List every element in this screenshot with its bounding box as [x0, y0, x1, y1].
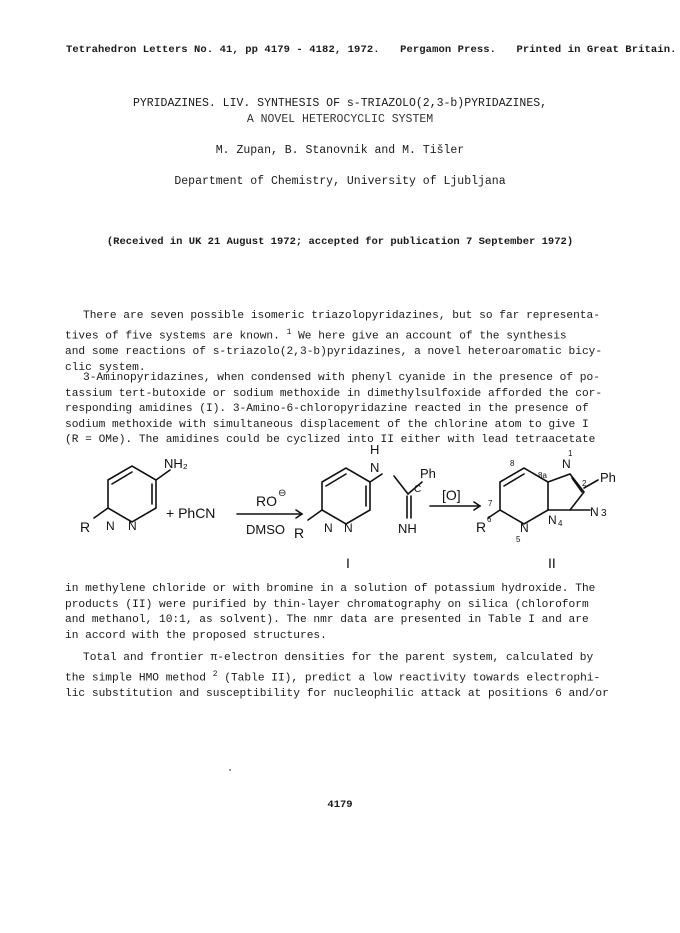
pos1-label: 1 [568, 449, 573, 458]
c-label: C [414, 484, 422, 495]
n-label-c: N [324, 521, 333, 535]
r6-label: R [476, 519, 487, 535]
ph-label-1: Ph [420, 466, 436, 481]
p3-line-2: products (II) were purified by thin-layer chromatography on silica (chloroform [65, 598, 589, 611]
ph-label-2: Ph [600, 470, 616, 485]
n-amidine-label: N [370, 460, 380, 475]
n-label-d: N [344, 521, 353, 535]
p4-line-2: the simple HMO method $^2$ (Table II), predict a low reactivity towards electrophi- [65, 669, 601, 685]
p3-line-4: in accord with the proposed structures. [65, 629, 327, 642]
p3-line-3: and methanol, 10:1, as solvent). The nmr data are presented in Table I and are [65, 614, 589, 627]
pos3-label: 3 [601, 508, 607, 519]
p4-line-3: lic substitution and susceptibility for nucleophilic attack at positions 6 and/or [65, 687, 609, 700]
triazole-ring [548, 474, 584, 510]
authors: M. Zupan, B. Stanovnik and M. Tišler [215, 144, 465, 157]
nh-label: NH [398, 521, 417, 536]
reference-1: 1 [286, 327, 292, 337]
reference-2: 2 [212, 669, 218, 679]
compound-II-label: II [548, 555, 556, 571]
pos8-label: 8 [510, 459, 515, 468]
paragraph-1 [65, 309, 620, 376]
nh2-bond [156, 470, 170, 480]
p1-line-1: There are seven possible isomeric triazolopyridazines, but so far representa- [83, 310, 600, 322]
pyridazine-ring-1 [108, 466, 156, 522]
pyridazine-ring-2 [322, 468, 370, 524]
printed-in: Printed in Great Britain. [516, 44, 677, 56]
n-label-a: N [106, 519, 115, 533]
n1-label: N [562, 457, 571, 471]
n-label-b: N [128, 519, 137, 533]
p1-line-2: tives of five systems are known. $^1$ We here give an account of the synthesis [65, 327, 567, 343]
p1-line-3: and some reactions of s-triazolo(2,3-b)pyridazines, a novel heteroaromatic bicy- [65, 345, 603, 358]
p2-line-2: tassium tert-butoxide or sodium methoxide in dimethylsulfoxide afforded the cor- [65, 387, 603, 400]
pos5-label: 5 [516, 535, 521, 544]
paragraph-4 [65, 651, 620, 703]
p4-line-1: Total and frontier π-electron densities for the parent system, calculated by [83, 652, 594, 664]
pos2-label: 2 [582, 479, 587, 488]
compound-I-label: I [346, 555, 350, 571]
nh2-label: NH₂ [164, 456, 188, 471]
r-label-mid: R [294, 525, 305, 541]
oxidation-label: [O] [442, 487, 461, 503]
speck [229, 769, 231, 771]
page-number: 4179 [327, 799, 353, 811]
p3-line-1: in methylene chloride or with bromine in a solution of potassium hydroxide. The [65, 583, 596, 595]
p1-line-4: clic system. [65, 361, 146, 374]
r-bond-1 [94, 508, 108, 518]
article-title-line2: A NOVEL HETEROCYCLIC SYSTEM [246, 113, 434, 126]
pos8a-label: 8a [538, 471, 547, 480]
p2-line-1: 3-Aminopyridazines, when condensed with phenyl cyanide in the presence of po- [83, 372, 600, 384]
affiliation: Department of Chemistry, University of Ljubljana [174, 175, 506, 188]
running-header [66, 44, 680, 56]
h-label: H [370, 442, 380, 457]
ro-label: RO [256, 493, 277, 509]
minus-sign: ⊖ [278, 488, 287, 499]
dmso-label: DMSO [246, 522, 285, 537]
journal-citation: Tetrahedron Letters No. 41, pp 4179 - 4182, 1972. [66, 44, 380, 56]
paragraph-3 [65, 582, 620, 644]
publisher: Pergamon Press. [400, 44, 497, 56]
pos7-label: 7 [488, 499, 493, 508]
reaction-scheme [70, 438, 630, 578]
p2-line-3: responding amidines (I). 3-Amino-6-chloropyridazine reacted in the presence of [65, 403, 589, 416]
n3-label: N [590, 505, 599, 519]
pos4-label: 4 [558, 519, 563, 528]
n5-label: N [520, 521, 529, 535]
pos6-label: 6 [487, 515, 492, 524]
plus-phcn-label: + PhCN [166, 505, 216, 521]
article-title-line1: PYRIDAZINES. LIV. SYNTHESIS OF s-TRIAZOLO(2,3-b)PYRIDAZINES, [132, 97, 548, 110]
p2-line-4: sodium methoxide with simultaneous displacement of the chlorine atom to give I [65, 418, 589, 431]
received-dates: (Received in UK 21 August 1972; accepted for publication 7 September 1972) [106, 236, 574, 248]
p2-line-5: (R = OMe). The amidines could be cyclized into II either with lead tetraacetate [65, 434, 596, 447]
r-label-left: R [80, 519, 91, 535]
n4-label: N [548, 513, 557, 527]
